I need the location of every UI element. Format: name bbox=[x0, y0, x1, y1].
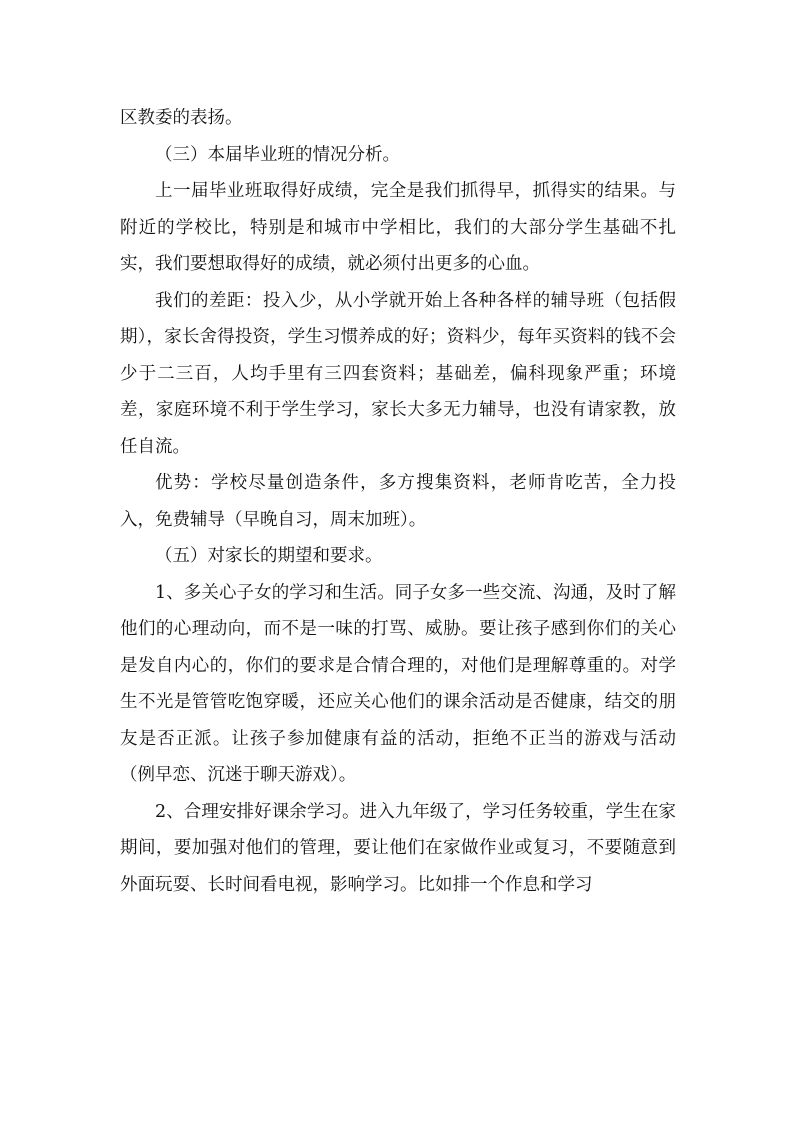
paragraph-item-two: 2、合理安排好课余学习。进入九年级了，学习任务较重，学生在家期间，要加强对他们的管理，要让他们在家做作业或复习，不要随意到外面玩耍、长时间看电视，影响学习。比如排一个作息和学习 bbox=[120, 801, 676, 895]
section-heading-three: （三）本届毕业班的情况分析。 bbox=[155, 144, 400, 165]
section-heading-five: （五）对家长的期望和要求。 bbox=[155, 546, 383, 566]
paragraph-previous-results: 上一届毕业班取得好成绩，完全是我们抓得早，抓得实的结果。与附近的学校比，特别是和城市中学相比，我们的大部分学生基础不扎实，我们要想取得好的成绩，就必须付出更多的心血。 bbox=[120, 181, 676, 274]
document-body bbox=[120, 100, 676, 903]
paragraph-gaps: 我们的差距：投入少，从小学就开始上各种各样的辅导班（包括假期），家长舍得投资，学生习惯养成的好；资料少，每年买资料的钱不会少于二三百，人均手里有三四套资料；基础差，偏科现象严重；环境差，家庭环境不利于学生学习，家长大多无力辅导，也没有请家教，放任自流。 bbox=[120, 290, 676, 457]
paragraph-item-one: 1、多关心子女的学习和生活。同子女多一些交流、沟通，及时了解他们的心理动向，而不是一味的打骂、威胁。要让孩子感到你们的关心是发自内心的，你们的要求是合情合理的，对他们是理解尊重的。对学生不光是管管吃饱穿暖，还应关心他们的课余活动是否健康，结交的朋友是否正派。让孩子参加健康有益的活动，拒绝不正当的游戏与活动（例早恋、沉迷于聊天游戏）。 bbox=[120, 582, 676, 785]
paragraph-continuation: 区教委的表扬。 bbox=[120, 108, 243, 128]
paragraph-advantages: 优势：学校尽量创造条件，多方搜集资料，老师肯吃苦，全力投入，免费辅导（早晚自习，周末加班）。 bbox=[120, 473, 676, 530]
